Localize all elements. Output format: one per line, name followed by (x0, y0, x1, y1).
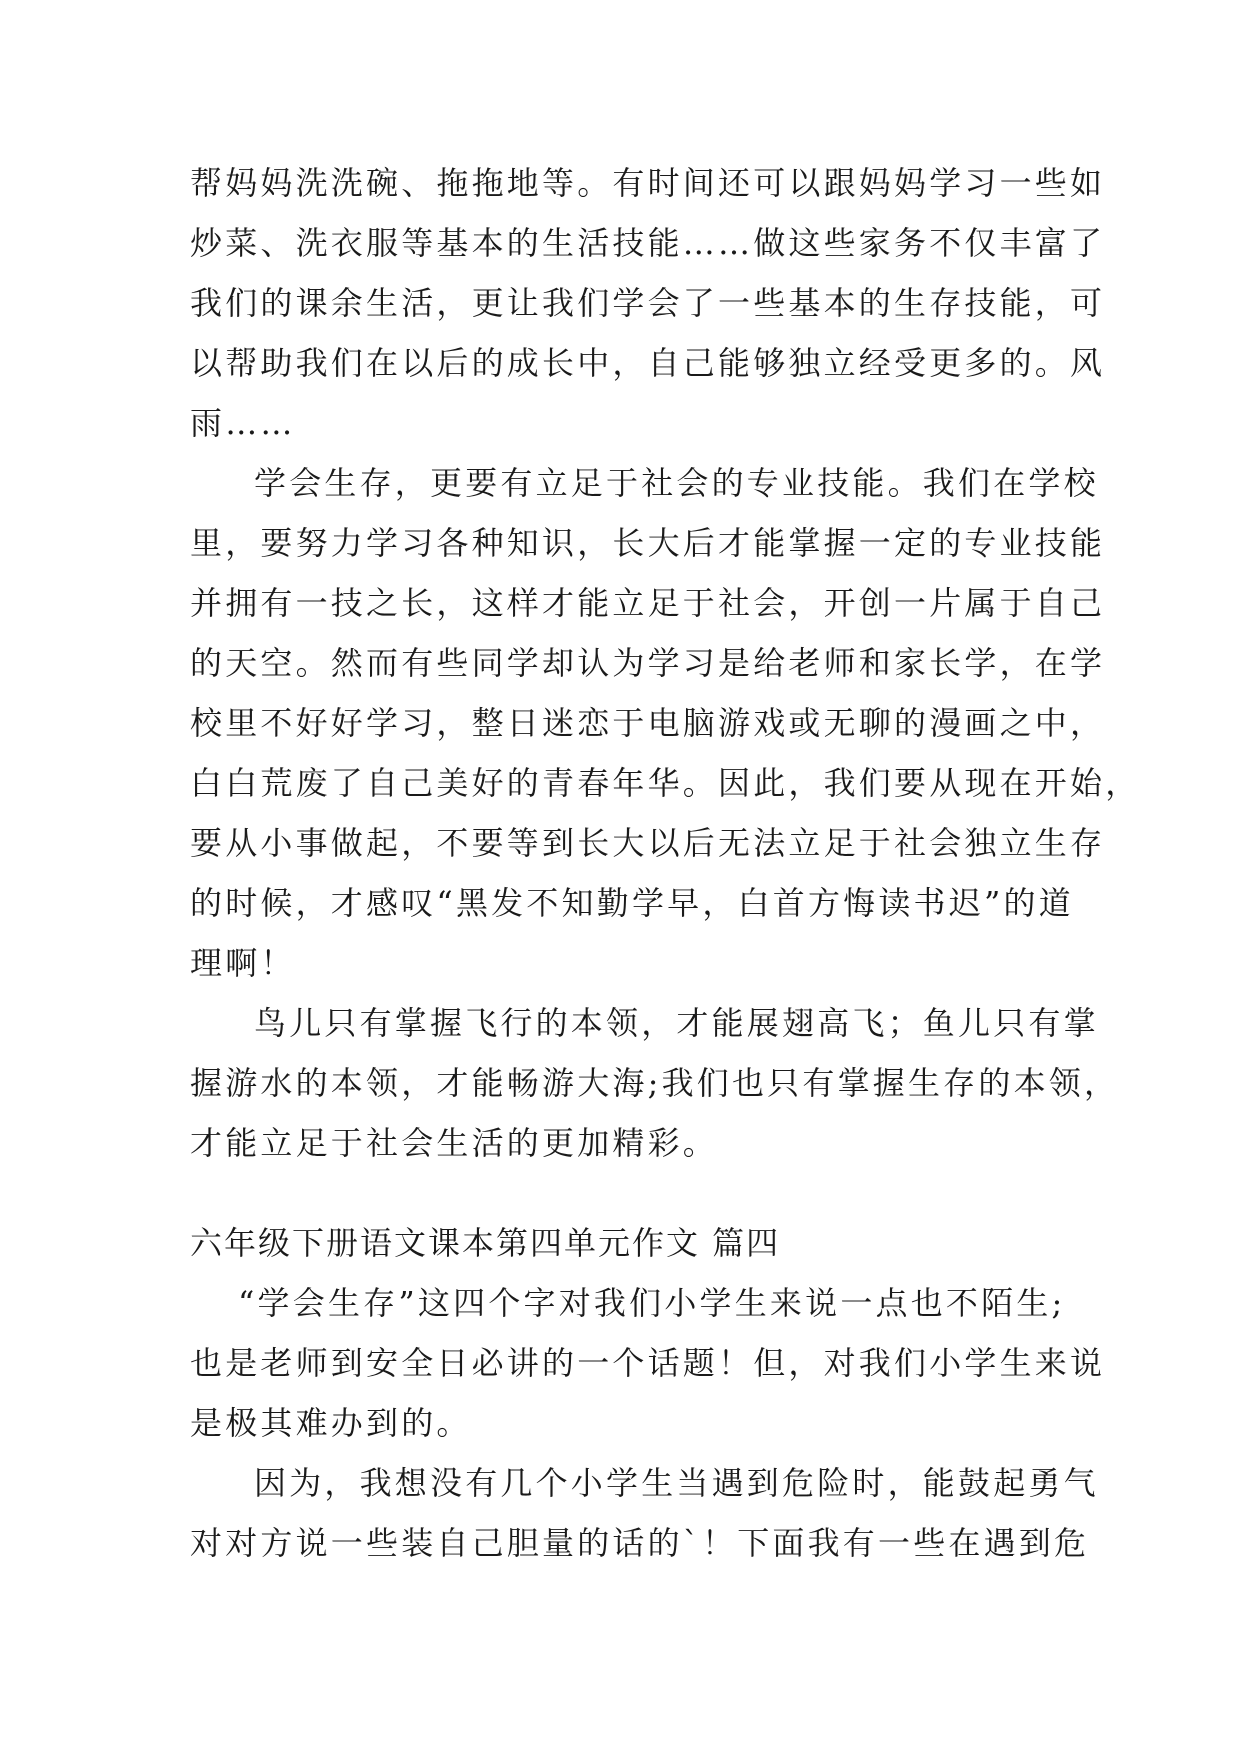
text-line: 帮妈妈洗洗碗、拖拖地等。有时间还可以跟妈妈学习一些如 (190, 164, 1106, 202)
text-line: 白白荒废了自己美好的青春年华。因此，我们要从现在开始， (190, 764, 1141, 802)
text-line: 理啊！ (190, 944, 296, 982)
paragraph-first-line: 鸟儿只有掌握飞行的本领，才能展翅高飞；鱼儿只有掌 (254, 1004, 1099, 1042)
paragraph-first-line: 学会生存，更要有立足于社会的专业技能。我们在学校 (254, 464, 1099, 502)
text-line: 以帮助我们在以后的成长中，自己能够独立经受更多的。风 (190, 344, 1106, 382)
text-line: 我们的课余生活，更让我们学会了一些基本的生存技能，可 (190, 284, 1106, 322)
text-line: 炒菜、洗衣服等基本的生活技能……做这些家务不仅丰富了 (190, 224, 1106, 262)
text-line: 雨…… (190, 404, 296, 442)
text-line: 是极其难办到的。 (190, 1404, 472, 1442)
paragraph-first-line: “学会生存”这四个字对我们小学生来说一点也不陌生; (238, 1284, 1066, 1322)
text-line: 握游水的本领，才能畅游大海;我们也只有掌握生存的本领， (190, 1064, 1120, 1102)
text-line: 对对方说一些装自己胆量的话的`！下面我有一些在遇到危 (190, 1524, 1090, 1562)
text-line: 的时候，才感叹“黑发不知勤学早，白首方悔读书迟”的道 (190, 884, 1074, 922)
text-line: 校里不好好学习，整日迷恋于电脑游戏或无聊的漫画之中， (190, 704, 1106, 742)
section-heading: 六年级下册语文课本第四单元作文 篇四 (190, 1224, 781, 1262)
paragraph-first-line: 因为，我想没有几个小学生当遇到危险时，能鼓起勇气 (254, 1464, 1099, 1502)
text-line: 并拥有一技之长，这样才能立足于社会，开创一片属于自己 (190, 584, 1106, 622)
text-line: 里，要努力学习各种知识，长大后才能掌握一定的专业技能 (190, 524, 1106, 562)
text-line: 要从小事做起，不要等到长大以后无法立足于社会独立生存 (190, 824, 1106, 862)
text-line: 也是老师到安全日必讲的一个话题！但，对我们小学生来说 (190, 1344, 1106, 1382)
text-line: 的天空。然而有些同学却认为学习是给老师和家长学，在学 (190, 644, 1106, 682)
text-line: 才能立足于社会生活的更加精彩。 (190, 1124, 719, 1162)
